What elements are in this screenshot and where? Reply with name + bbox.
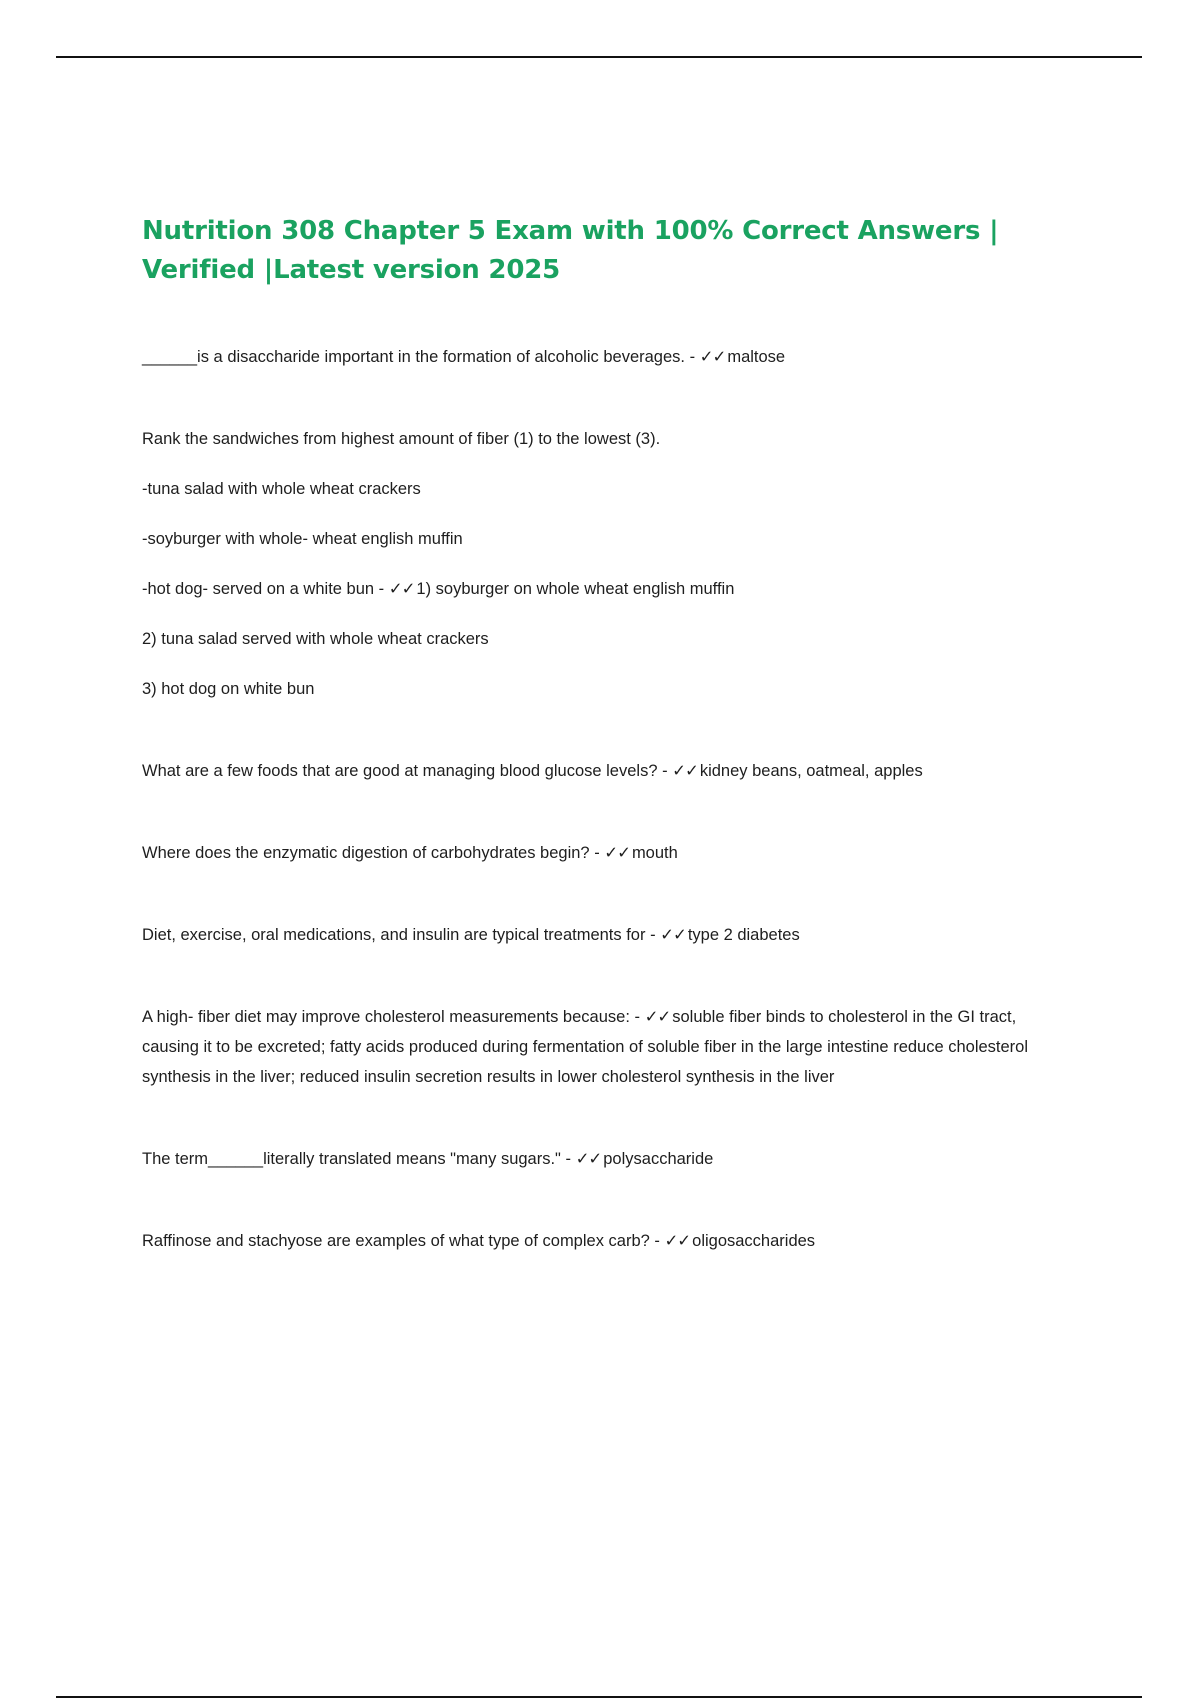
top-rule	[56, 56, 1142, 58]
question-text: -hot dog- served on a white bun	[142, 580, 375, 598]
separator: -	[629, 1008, 645, 1026]
qa-line	[142, 920, 1062, 950]
question-text: Raffinose and stachyose are examples of what type of complex carb?	[142, 1232, 650, 1250]
question-text: What are a few foods that are good at managing blood glucose levels?	[142, 762, 658, 780]
question-text: Where does the enzymatic digestion of carbohydrates begin?	[142, 844, 590, 862]
answer-text: soluble fiber binds to cholesterol in the GI tract, causing it to be excreted; fatty acids produced during fermentation of soluble fiber in the large intestine reduce cholesterol synthesis in the liver; reduced insulin secretion results in lower cholesterol synthesis in the liver	[142, 1008, 1029, 1086]
answer-text: kidney beans, oatmeal, apples	[699, 762, 923, 780]
separator: -	[649, 1232, 665, 1250]
double-check-icon: ✓✓	[388, 579, 415, 598]
qa-paragraph	[142, 1002, 1062, 1092]
qa-line	[142, 756, 1062, 786]
qa-line	[142, 342, 1062, 372]
double-check-icon: ✓✓	[664, 1231, 691, 1250]
question-text: The term______literally translated means "many sugars."	[142, 1150, 561, 1168]
qa-item-blood-glucose	[142, 756, 1062, 786]
qa-line	[142, 1144, 1062, 1174]
answer-text: polysaccharide	[603, 1150, 714, 1168]
separator: -	[374, 580, 389, 598]
separator: -	[645, 926, 661, 944]
double-check-icon: ✓✓	[672, 761, 698, 780]
question-line: Rank the sandwiches from highest amount of fiber (1) to the lowest (3).	[142, 430, 661, 448]
double-check-icon: ✓✓	[604, 843, 630, 862]
answer-text: 1) soyburger on whole wheat english muffin	[416, 580, 735, 598]
answer-text: maltose	[727, 348, 786, 366]
separator: -	[657, 762, 673, 780]
qa-line	[142, 838, 1062, 868]
answer-text: type 2 diabetes	[687, 926, 800, 944]
separator: -	[589, 844, 605, 862]
answer-line: 2) tuna salad served with whole wheat crackers	[142, 630, 489, 648]
qa-item-sandwich-ranking	[142, 424, 1062, 704]
question-text: Diet, exercise, oral medications, and insulin are typical treatments for	[142, 926, 646, 944]
separator: -	[560, 1150, 576, 1168]
qa-line	[142, 1226, 1062, 1256]
qa-item-polysaccharide	[142, 1144, 1062, 1174]
question-text: A high- fiber diet may improve cholesterol measurements because:	[142, 1008, 630, 1026]
double-check-icon: ✓✓	[575, 1149, 602, 1168]
qa-item-maltose	[142, 342, 1062, 372]
double-check-icon: ✓✓	[699, 347, 726, 366]
question-line: -soyburger with whole- wheat english muffin	[142, 530, 463, 548]
qa-item-digestion	[142, 838, 1062, 868]
double-check-icon: ✓✓	[644, 1007, 671, 1026]
qa-item-cholesterol	[142, 1002, 1062, 1092]
qa-list	[142, 342, 1062, 1256]
answer-line: 3) hot dog on white bun	[142, 680, 315, 698]
qa-item-diabetes	[142, 920, 1062, 950]
double-check-icon: ✓✓	[660, 925, 686, 944]
question-line: -tuna salad with whole wheat crackers	[142, 480, 421, 498]
answer-text: mouth	[631, 844, 678, 862]
question-text: ______is a disaccharide important in the formation of alcoholic beverages.	[142, 348, 685, 366]
qa-line	[142, 574, 1062, 604]
document-body	[142, 212, 1062, 1256]
bottom-rule	[56, 1696, 1142, 1698]
qa-item-oligosaccharides	[142, 1226, 1062, 1256]
separator: -	[685, 348, 700, 366]
document-title: Nutrition 308 Chapter 5 Exam with 100% Correct Answers | Verified |Latest version 2025	[142, 216, 999, 285]
answer-text: oligosaccharides	[692, 1232, 816, 1250]
